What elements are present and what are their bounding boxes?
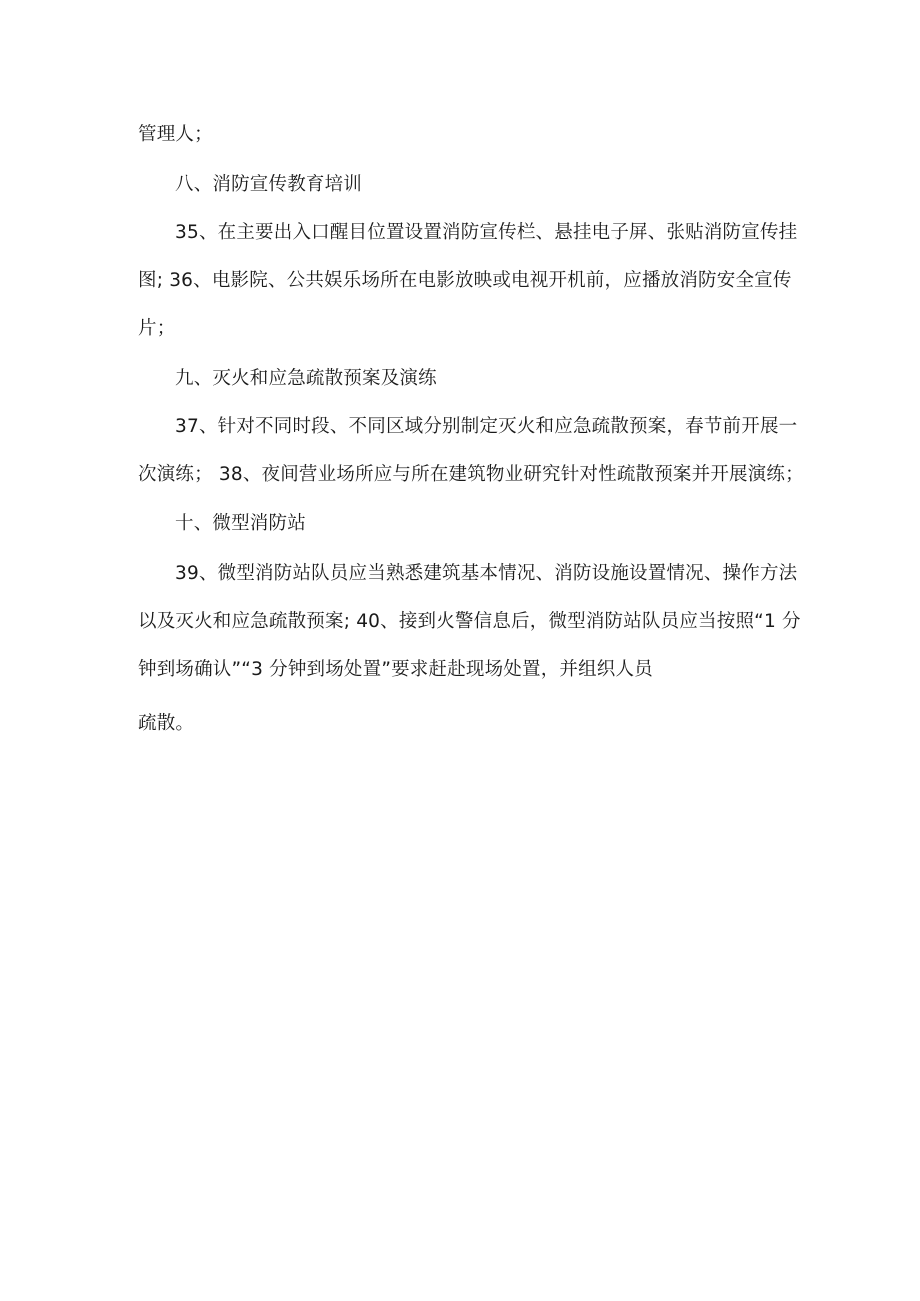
paragraph-line: 钟到场确认”“3 分钟到场处置”要求赶赴现场处置，并组织人员	[138, 659, 653, 680]
paragraph-line: 39、微型消防站队员应当熟悉建筑基本情况、消防设施设置情况、操作方法	[175, 563, 798, 584]
paragraph-line: 片；	[138, 318, 176, 339]
paragraph-line: 以及灭火和应急疏散预案; 40、接到火警信息后，微型消防站队员应当按照“1 分	[138, 611, 801, 632]
section-heading-10: 十、微型消防站	[175, 513, 306, 534]
paragraph-line: 次演练； 38、夜间营业场所应与所在建筑物业研究针对性疏散预案并开展演练；	[138, 464, 804, 485]
paragraph-line: 37、针对不同时段、不同区域分别制定灭火和应急疏散预案，春节前开展一	[175, 416, 798, 437]
section-heading-8: 八、消防宣传教育培训	[175, 174, 363, 195]
paragraph-line: 图; 36、电影院、公共娱乐场所在电影放映或电视开机前，应播放消防安全宣传	[138, 270, 792, 291]
paragraph-line: 管理人；	[138, 124, 213, 145]
paragraph-line: 疏散。	[138, 713, 195, 734]
section-heading-9: 九、灭火和应急疏散预案及演练	[175, 368, 437, 389]
paragraph-line: 35、在主要出入口醒目位置设置消防宣传栏、悬挂电子屏、张贴消防宣传挂	[175, 222, 798, 243]
